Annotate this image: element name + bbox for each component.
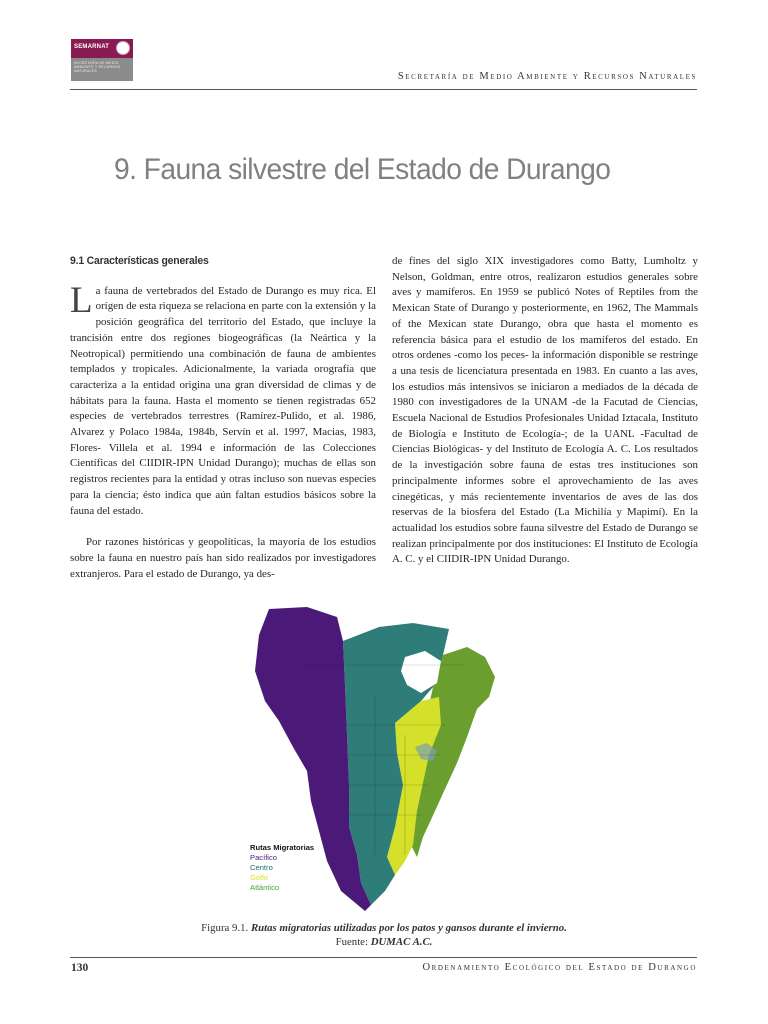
drop-cap: L <box>70 279 93 321</box>
paragraph-1-text: a fauna de vertebrados del Estado de Durango es muy rica. El orígen de esta riqueza se relaciona en parte con la extensión y la posición geográfica del territorio del Estado, que incluye la trancisión entre dos regiones biogeográficas (la Neártica y la Neotropical) permitiendo una combinación de fauna de ambientes templados y tropicales. Adicionalmente, la variada orografía que caracteriza a la entidad origina una gran diversidad de climas y de hábitats para la fauna. Hasta el momento se tienen registradas 652 especies de vertebrados terrestres (Ramírez-Pulido, et al. 1986, Alvarez y Polaco 1984a, 1984b, Servín et al. 1997, Macias, 1983, Flores- Villela et al. 1994 e información de las Colecciones Científicas del CIIDIR-IPN Unidad Durango); muchas de ellas son registros recientes para la entidad y otras incluso son nuevas especies para la ciencia; ésto indica que aún faltan estudios básicos sobre la fauna del estado. <box>70 284 376 517</box>
figure-label: Figura 9.1. <box>201 922 249 934</box>
header-rule <box>70 89 697 90</box>
section-heading: 9.1 Características generales <box>70 255 209 267</box>
text-column-right <box>392 254 698 568</box>
running-header: Secretaría de Medio Ambiente y Recursos Naturales <box>397 71 697 82</box>
logo-name: SEMARNAT <box>74 44 110 50</box>
mexican-seal-icon <box>116 41 130 55</box>
paragraph-2 <box>70 535 376 582</box>
legend-item: Atlántico <box>250 883 280 892</box>
legend-items <box>250 853 314 893</box>
text-column-left <box>70 254 376 582</box>
figure-caption <box>0 922 768 934</box>
chapter-title: 9. Fauna silvestre del Estado de Durango <box>114 153 611 186</box>
figure-source-text: DUMAC A.C. <box>370 936 433 948</box>
running-footer: Ordenamiento Ecológico del Estado de Durango <box>422 962 697 973</box>
figure-source-label: Fuente: <box>335 936 368 948</box>
footer-rule <box>70 957 697 958</box>
paragraph-2-continued <box>392 254 698 568</box>
figure-source <box>0 936 768 948</box>
legend-item: Centro <box>250 863 273 872</box>
paragraph-1 <box>70 279 376 520</box>
figure-caption-text: Rutas migratorias utilizadas por los patos y gansos durante el invierno. <box>250 922 567 934</box>
legend-item: Golfo <box>250 873 269 882</box>
semarnat-logo <box>71 39 133 81</box>
paragraph-2-continued-text: de fines del siglo XIX investigadores como Batty, Lumholtz y Nelson, Goldman, entre otros, realizaron estudios generales sobre aves y mamíferos. En 1959 se publicó Notes of Reptiles from the Mexican State of Durango y posteriormente, en 1962, The Mammals of the Mexican state Durango, obra que hasta el momento es referencia básica para el estudio de los mamíferos del estado. En otros ordenes -como los peces- la información disponible se restringe a una tesis de licenciatura presentada en 1983. En cuanto a las aves, los estudios más intensivos se iniciaron a mediados de la década de 1980 con investigadores de la UNAM -de la Facutad de Ciencias, Escuela Nacional de Estudios Profesionales Unidad Iztacala, Instituto de Biología e Instituto de Ecología-; de la UANL -Facultad de Ciencias Biológicas- y del Instituto de Ecología A. C. Los resultados de la investigación sobre fauna de estas tres instituciones son principalmente informes sobre el aprovechamiento de las aves cinegéticas, y más recientemente inventarios de aves de las dos reservas de la biosfera del Estado (La Michilía y Mapimí). En la actualidad los estudios sobre fauna silvestre del Estado de Durango se realizan principalmente por dos instituciones: El Instituto de Ecología A. C. y el CIIDIR-IPN Unidad Durango. <box>392 255 698 566</box>
legend-title: Rutas Migratorias <box>250 843 315 852</box>
paragraph-2-text: Por razones históricas y geopolíticas, la mayoría de los estudios sobre la fauna en nuestro país han sido realizados por investigadores extranjeros. Para el estado de Durango, ya des- <box>70 536 376 580</box>
map-legend <box>250 843 314 893</box>
legend-item: Pacífico <box>250 853 278 862</box>
logo-subtitle: SECRETARÍA DE MEDIO AMBIENTE Y RECURSOS NATURALES <box>74 61 121 73</box>
page-number: 130 <box>71 962 89 974</box>
